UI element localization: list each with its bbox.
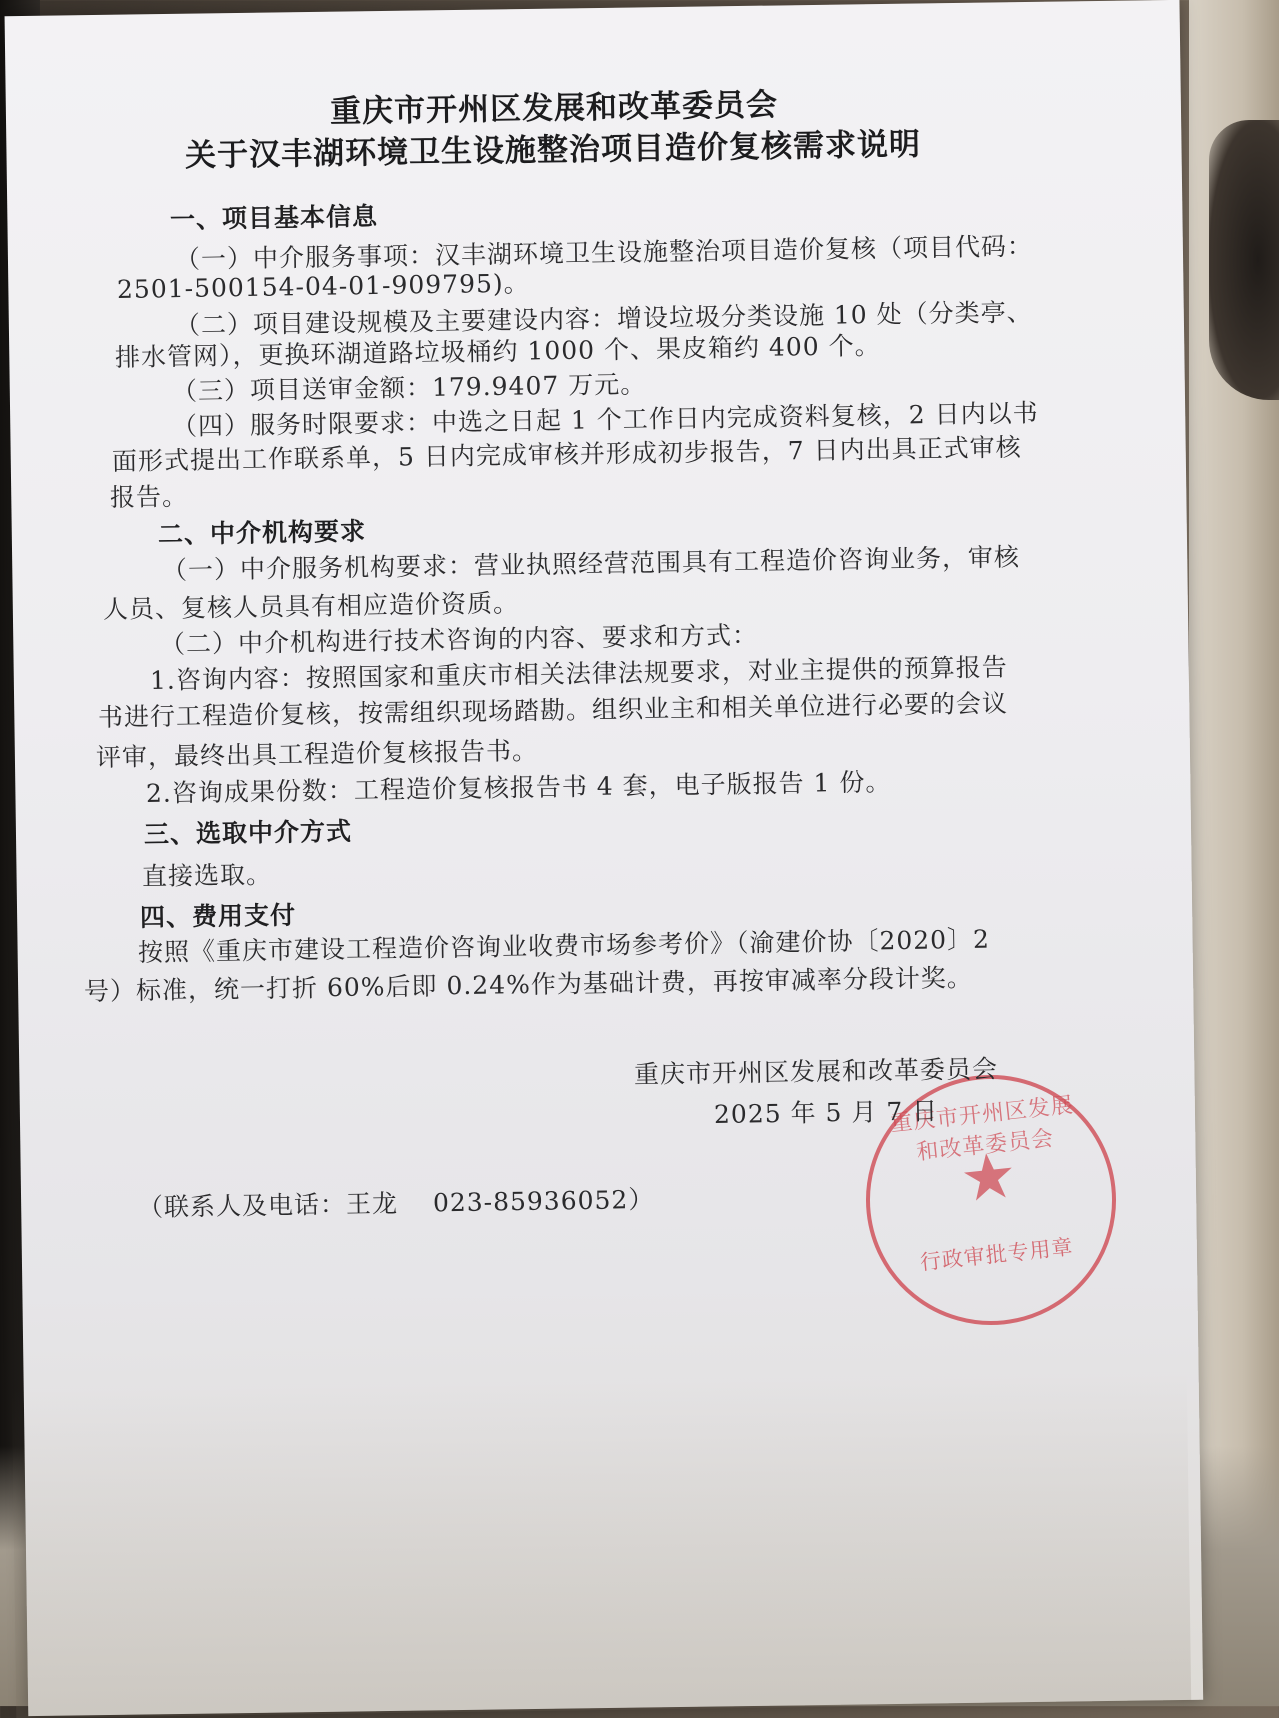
seal-star-icon — [961, 1149, 1016, 1204]
section2-c1-line2: 书进行工程造价复核，按需组织现场踏勘。组织业主和相关单位进行必要的会议 — [97, 688, 1009, 732]
signature-date: 2025 年 5 月 7 日 — [713, 1096, 939, 1129]
section2-p1-line2: 人员、复核人员具有相应造价资质。 — [102, 588, 520, 624]
section1-p3: （三）项目送审金额：179.9407 万元。 — [171, 369, 647, 406]
document-title-line1: 重庆市开州区发展和改革委员会 — [329, 86, 779, 130]
section2-c1-line3: 评审，最终出具工程造价复核报告书。 — [95, 736, 539, 772]
section1-p4-line3: 报告。 — [109, 481, 189, 512]
section4-body-line1: 按照《重庆市建设工程造价咨询业收费市场参考价》（渝建价协〔2020〕2 — [137, 924, 991, 967]
section1-p4-line2: 面形式提出工作联系单，5 日内完成审核并形成初步报告，7 日内出具正式审核 — [111, 432, 1022, 476]
contact-line: （联系人及电话：王龙 023-85936052） — [137, 1184, 655, 1222]
section1-p2-line1: （二）项目建设规模及主要建设内容：增设垃圾分类设施 10 处（分类亭、 — [174, 297, 1033, 340]
section2-c2: 2.咨询成果份数：工程造价复核报告书 4 套，电子版报告 1 份。 — [145, 767, 892, 808]
section1-heading: 一、项目基本信息 — [169, 201, 379, 234]
section1-p4-line1: （四）服务时限要求：中选之日起 1 个工作日内完成资料复核，2 日内以书 — [171, 398, 1039, 441]
paper-shadow — [12, 1372, 1191, 1718]
background-object — [1209, 120, 1279, 400]
section3-heading: 三、选取中介方式 — [143, 816, 353, 849]
section4-body-line2: 号）标准，统一打折 60%后即 0.24%作为基础计费，再按审减率分段计奖。 — [83, 963, 974, 1006]
section2-p2: （二）中介机构进行技术咨询的内容、要求和方式： — [159, 620, 759, 659]
document-title-line2: 关于汉丰湖环境卫生设施整治项目造价复核需求说明 — [184, 126, 922, 174]
signature-org: 重庆市开州区发展和改革委员会 — [633, 1054, 999, 1089]
section1-p1-line1: （一）中介服务事项：汉丰湖环境卫生设施整治项目造价复核（项目代码： — [174, 231, 1034, 274]
section1-p1-line2: 2501-500154-04-01-909795)。 — [116, 268, 530, 304]
section2-c1-line1: 1.咨询内容：按照国家和重庆市相关法律法规要求，对业主提供的预算报告 — [149, 652, 1009, 695]
seal-bottom-text: 行政审批专用章 — [918, 1234, 1075, 1275]
section4-heading: 四、费用支付 — [139, 900, 297, 932]
seal-arc-text: 重庆市开州区发展和改革委员会 — [889, 1092, 1075, 1166]
section1-p2-line2: 排水管网），更换环湖道路垃圾桶约 1000 个、果皮箱约 400 个。 — [114, 330, 881, 372]
section2-heading: 二、中介机构要求 — [157, 516, 367, 549]
section3-body: 直接选取。 — [141, 859, 273, 891]
section2-p1-line1: （一）中介服务机构要求：营业执照经营范围具有工程造价咨询业务，审核 — [161, 542, 1021, 585]
